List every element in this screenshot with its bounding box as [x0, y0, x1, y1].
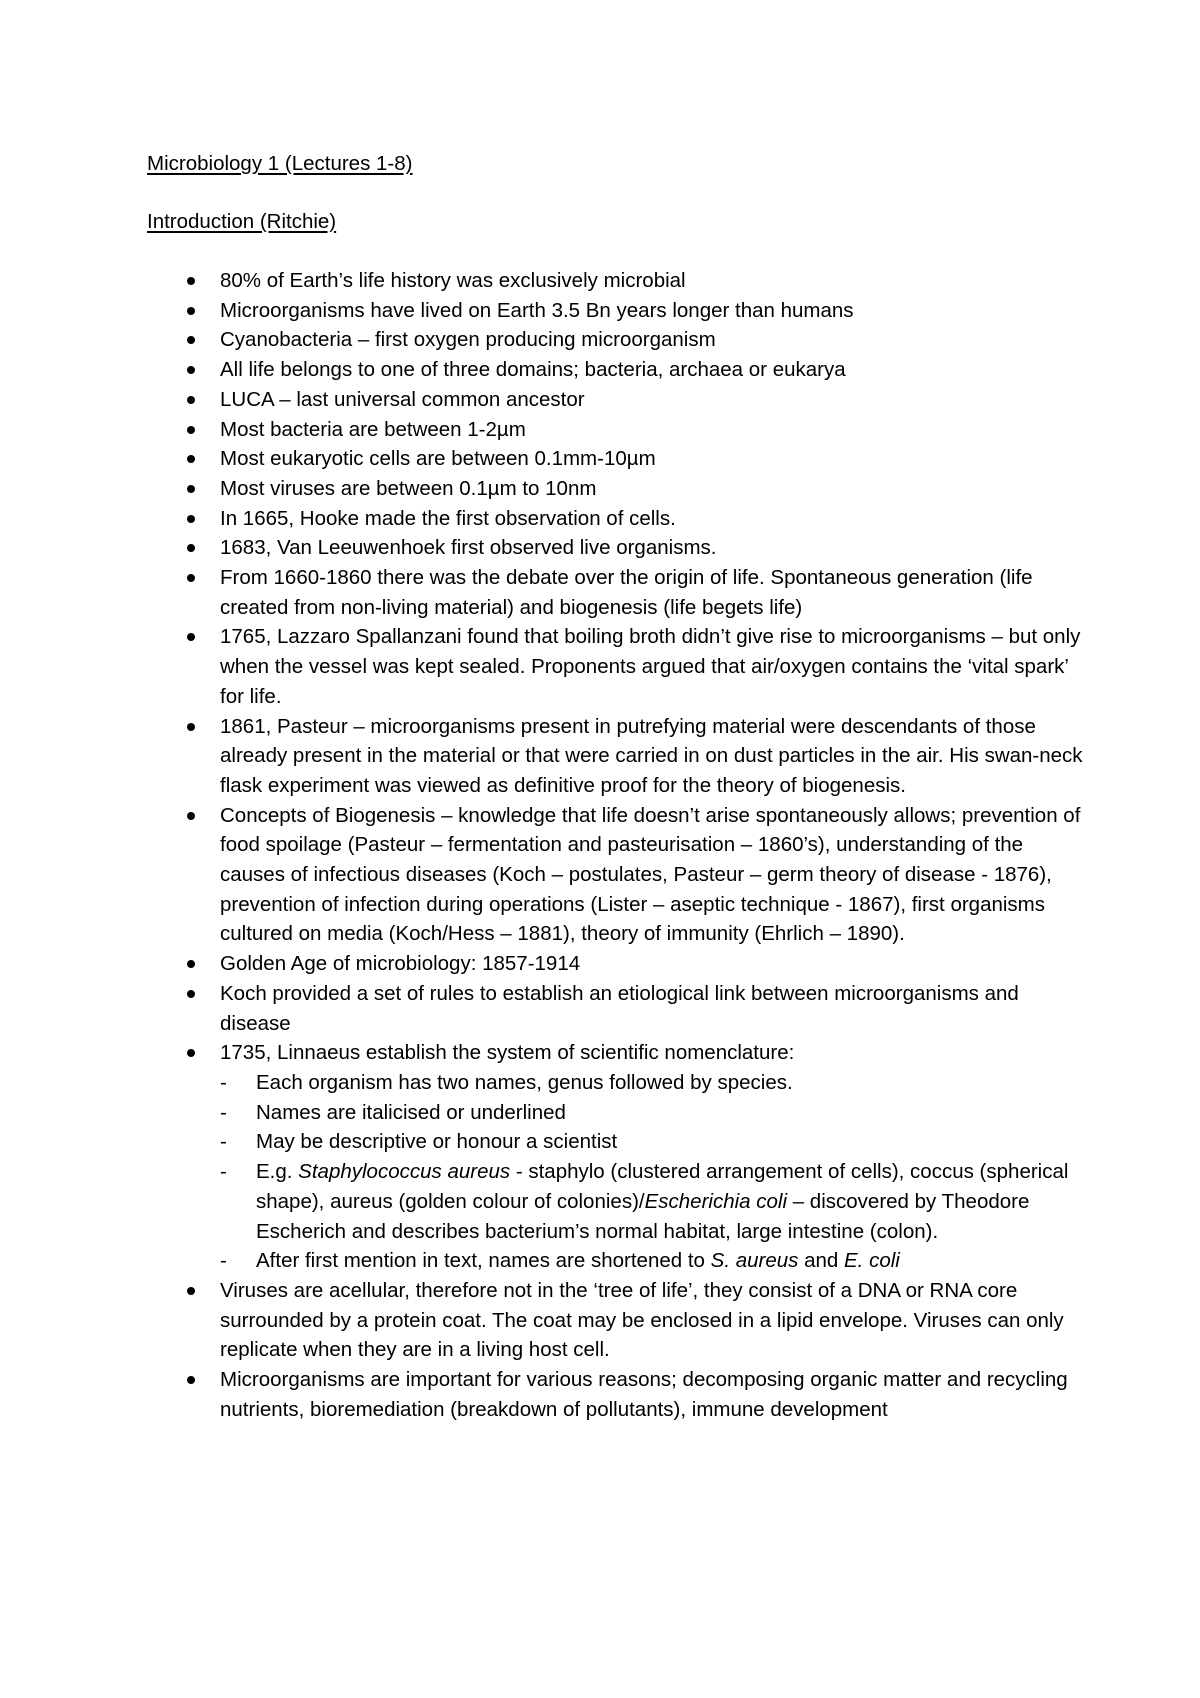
sublist-item-example: - E.g. Staphylococcus aureus - staphylo (clustered arrangement of cells), coccus (spherical shape), aureus (golden colour of colonies)/Escherichia coli – discovered by Theodore Escherich and describes bacterium’s normal habitat, large intestine (colon).	[220, 1157, 1087, 1246]
list-item: Most viruses are between 0.1µm to 10nm	[147, 474, 1087, 504]
sublist-item: - Each organism has two names, genus followed by species.	[220, 1068, 1087, 1098]
list-item: Cyanobacteria – first oxygen producing microorganism	[147, 325, 1087, 355]
species-name: E. coli	[844, 1249, 900, 1273]
sublist-item: - May be descriptive or honour a scientist	[220, 1127, 1087, 1157]
list-item: 1683, Van Leeuwenhoek first observed live organisms.	[147, 533, 1087, 563]
list-item: Golden Age of microbiology: 1857-1914	[147, 949, 1087, 979]
list-item: All life belongs to one of three domains; bacteria, archaea or eukarya	[147, 355, 1087, 385]
list-item: Most bacteria are between 1-2µm	[147, 415, 1087, 445]
list-item: LUCA – last universal common ancestor	[147, 385, 1087, 415]
section-title: Introduction (Ritchie)	[147, 210, 337, 233]
list-item-linnaeus: 1735, Linnaeus establish the system of scientific nomenclature: - Each organism has two names, genus followed by species. - Names are italicised or underlined - May be descriptive or honour a scientist - E.g. Staphylococcus aureus - staphylo (clustered arrangement of cells), coccus (spherical shape), aureus (golden colour of colonies)/Escherichia coli – discovered by Theodore Escherich and describes bacterium’s normal habitat, large intestine (colon). - After first mention in text, names are shortened to S. aureus and E. coli	[147, 1038, 1087, 1276]
species-name: Staphylococcus aureus	[298, 1160, 511, 1184]
sublist-item-shortened: - After first mention in text, names are shortened to S. aureus and E. coli	[220, 1246, 1087, 1276]
list-item: Microorganisms have lived on Earth 3.5 Bn years longer than humans	[147, 296, 1087, 326]
list-item: Microorganisms are important for various reasons; decomposing organic matter and recycling nutrients, bioremediation (breakdown of pollutants), immune development	[147, 1365, 1087, 1424]
list-item: 1765, Lazzaro Spallanzani found that boiling broth didn’t give rise to microorganisms – but only when the vessel was kept sealed. Proponents argued that air/oxygen contains the ‘vital spark’ for life.	[147, 622, 1087, 711]
document-title: Microbiology 1 (Lectures 1-8)	[147, 152, 413, 175]
list-item: 1861, Pasteur – microorganisms present in putrefying material were descendants of those already present in the material or that were carried in on dust particles in the air. His swan-neck flask experiment was viewed as definitive proof for the theory of biogenesis.	[147, 712, 1087, 801]
list-item: From 1660-1860 there was the debate over the origin of life. Spontaneous generation (life created from non-living material) and biogenesis (life begets life)	[147, 563, 1087, 622]
list-item: Concepts of Biogenesis – knowledge that life doesn’t arise spontaneously allows; prevention of food spoilage (Pasteur – fermentation and pasteurisation – 1860’s), understanding of the causes of infectious diseases (Koch – postulates, Pasteur – germ theory of disease - 1876), prevention of infection during operations (Lister – aseptic technique - 1867), first organisms cultured on media (Koch/Hess – 1881), theory of immunity (Ehrlich – 1890).	[147, 801, 1087, 950]
list-item: Viruses are acellular, therefore not in the ‘tree of life’, they consist of a DNA or RNA core surrounded by a protein coat. The coat may be enclosed in a lipid envelope. Viruses can only replicate when they are in a living host cell.	[147, 1276, 1087, 1365]
notes-content	[147, 266, 1087, 1424]
linnaeus-sublist	[220, 1068, 1087, 1276]
bullet-list	[147, 266, 1087, 1424]
list-item: 80% of Earth’s life history was exclusively microbial	[147, 266, 1087, 296]
list-item: Koch provided a set of rules to establish an etiological link between microorganisms and disease	[147, 979, 1087, 1038]
list-item: Most eukaryotic cells are between 0.1mm-10µm	[147, 444, 1087, 474]
sublist-item: - Names are italicised or underlined	[220, 1098, 1087, 1128]
list-item: In 1665, Hooke made the first observation of cells.	[147, 504, 1087, 534]
species-name: Escherichia coli	[644, 1189, 788, 1213]
species-name: S. aureus	[710, 1249, 799, 1273]
